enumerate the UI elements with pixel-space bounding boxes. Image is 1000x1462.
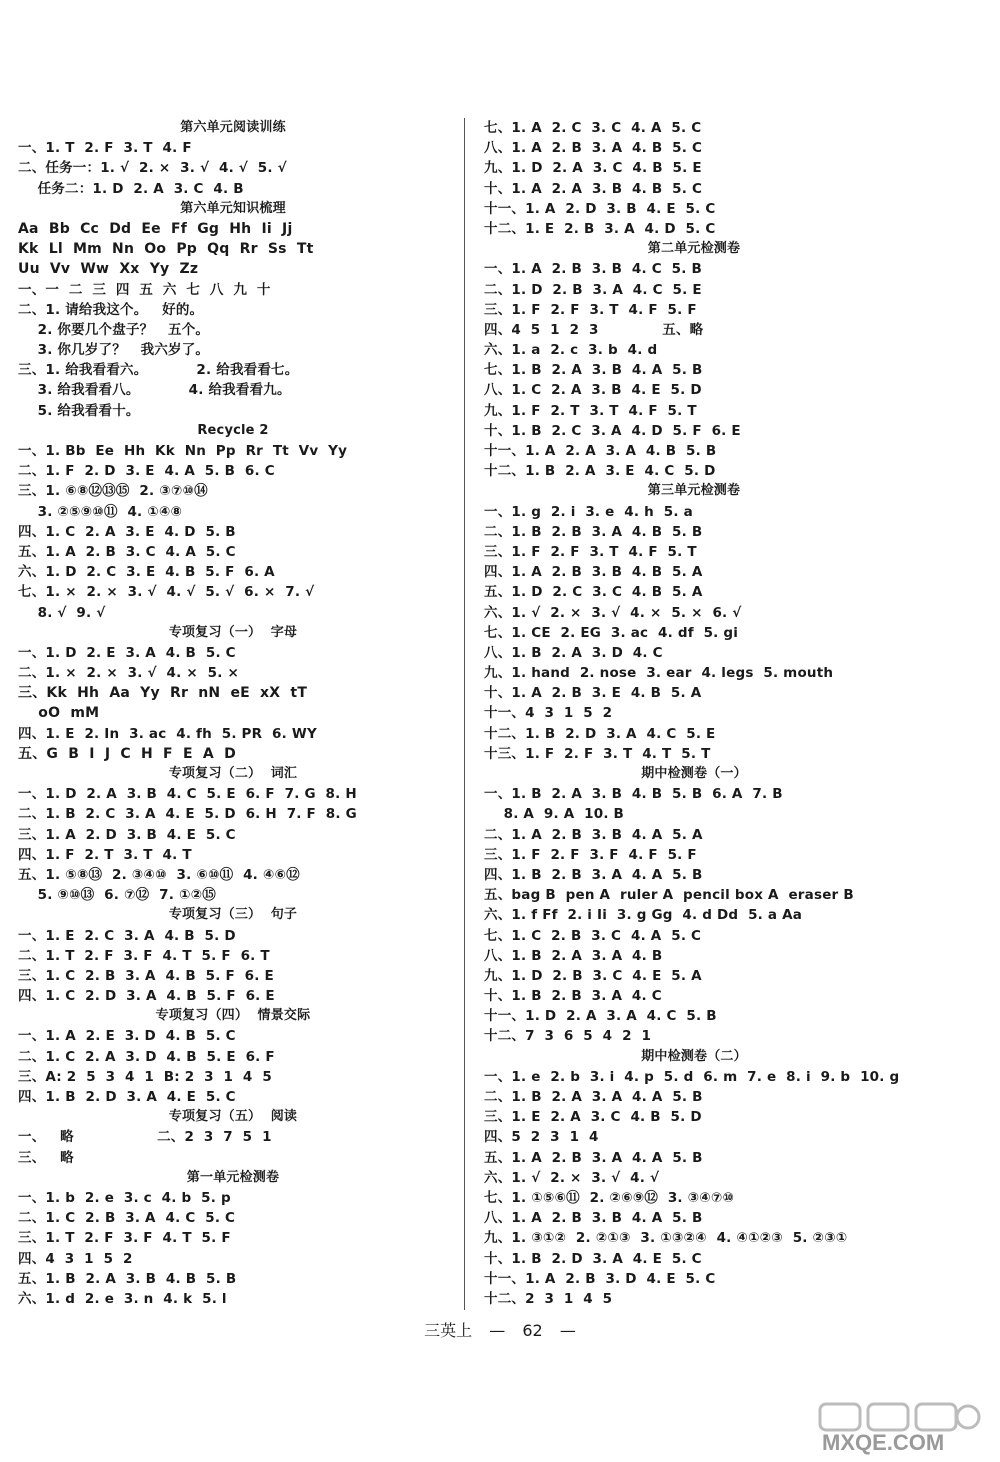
answer-line: 3. 你几岁了？ 我六岁了。 xyxy=(18,342,210,359)
answer-line: 八、1. B 2. A 3. A 4. B xyxy=(484,947,663,964)
section-heading: 专项复习（四） 情景交际 xyxy=(155,1008,311,1024)
answer-line: 九、1. ③①② 2. ②①③ 3. ①③②④ 4. ④①②③ 5. ②③① xyxy=(484,1230,848,1247)
answer-line: 四、1. C 2. A 3. E 4. D 5. B xyxy=(18,523,236,540)
answer-line: 四、1. F 2. T 3. T 4. T xyxy=(18,846,192,863)
section-heading: Recycle 2 xyxy=(197,422,269,438)
answer-line: 二、任务一：1. √ 2. × 3. √ 4. √ 5. √ xyxy=(18,160,287,177)
answer-line: 二、1. B 2. A 3. A 4. A 5. B xyxy=(484,1089,703,1105)
column-divider xyxy=(464,118,465,1310)
answer-line: 四、1. B 2. D 3. A 4. E 5. C xyxy=(18,1089,236,1105)
answer-line: 3. ②⑤⑨⑩⑪ 4. ①④⑧ xyxy=(18,503,183,520)
answer-line: 六、1. d 2. e 3. n 4. k 5. l xyxy=(18,1290,227,1307)
answer-line: Aa Bb Cc Dd Ee Ff Gg Hh Ii Jj xyxy=(18,220,293,237)
answer-line: 十二、1. B 2. A 3. E 4. C 5. D xyxy=(484,463,716,480)
section-heading: 期中检测卷（二） xyxy=(641,1048,747,1064)
answer-line: 一、一 二 三 四 五 六 七 八 九 十 xyxy=(18,281,271,298)
answer-line: 二、1. 请给我这个。 好的。 xyxy=(18,301,204,318)
answer-line: 四、4 5 1 2 3 五、略 xyxy=(484,321,704,338)
answer-line: 2. 你要几个盘子？ 五个。 xyxy=(18,321,210,338)
answer-line: 七、1. × 2. × 3. √ 4. √ 5. √ 6. × 7. √ xyxy=(18,584,315,601)
answer-line: 三、1. F 2. F 3. T 4. F 5. T xyxy=(484,543,697,560)
section-heading: 第一单元检测卷 xyxy=(186,1169,280,1185)
footer-book-label: 三英上 xyxy=(424,1321,473,1340)
watermark-text: MXQE.COM xyxy=(822,1430,945,1455)
answer-line: 十、1. B 2. D 3. A 4. E 5. C xyxy=(484,1250,702,1267)
answer-line: 五、1. B 2. A 3. B 4. B 5. B xyxy=(18,1270,237,1287)
answer-line: 三、1. ⑥⑧⑫⑬⑮ 2. ③⑦⑩⑭ xyxy=(18,483,208,500)
section-heading: 第二单元检测卷 xyxy=(647,241,741,257)
answer-line: 一、1. T 2. F 3. T 4. F xyxy=(18,140,192,157)
answer-line: 十二、1. E 2. B 3. A 4. D 5. C xyxy=(484,220,716,237)
answer-line: 三、1. A 2. D 3. B 4. E 5. C xyxy=(18,826,236,843)
answer-line: 一、1. D 2. A 3. B 4. C 5. E 6. F 7. G 8. H xyxy=(18,786,357,803)
answer-line: 二、1. D 2. B 3. A 4. C 5. E xyxy=(484,281,702,298)
footer-dash-right: — xyxy=(559,1321,576,1340)
answer-line: 五、bag B pen A ruler A pencil box A eraser B xyxy=(484,887,854,904)
answer-line: 一、1. D 2. E 3. A 4. B 5. C xyxy=(18,644,236,661)
page-number: 62 xyxy=(522,1321,543,1340)
answer-line: 四、5 2 3 1 4 xyxy=(484,1129,599,1146)
answer-line: 三、1. E 2. A 3. C 4. B 5. D xyxy=(484,1109,702,1126)
answer-line: 三、1. T 2. F 3. F 4. T 5. F xyxy=(18,1230,231,1247)
answer-line: 三、Kk Hh Aa Yy Rr nN eE xX tT xyxy=(18,685,308,702)
answer-line: 五、1. D 2. C 3. C 4. B 5. A xyxy=(484,584,703,601)
answer-line: Kk Ll Mm Nn Oo Pp Qq Rr Ss Tt xyxy=(18,241,314,258)
section-heading: 第三单元检测卷 xyxy=(647,483,741,499)
answer-line: 九、1. D 2. A 3. C 4. B 5. E xyxy=(484,160,702,177)
answer-line: 十一、1. D 2. A 3. A 4. C 5. B xyxy=(484,1008,717,1025)
answer-line: 一、1. A 2. E 3. D 4. B 5. C xyxy=(18,1028,236,1045)
answer-line: 七、1. B 2. A 3. B 4. A 5. B xyxy=(484,362,703,379)
answer-line: 十二、1. B 2. D 3. A 4. C 5. E xyxy=(484,725,716,742)
answer-line: 二、1. B 2. B 3. A 4. B 5. B xyxy=(484,523,703,540)
section-heading: 期中检测卷（一） xyxy=(641,766,747,781)
answer-line: 一、1. Bb Ee Hh Kk Nn Pp Rr Tt Vv Yy xyxy=(18,443,348,459)
answer-line: 五、1. A 2. B 3. A 4. A 5. B xyxy=(484,1149,703,1166)
answer-line: 四、1. B 2. B 3. A 4. A 5. B xyxy=(484,866,703,883)
section-heading: 第六单元阅读训练 xyxy=(180,120,286,135)
answer-line: 七、1. A 2. C 3. C 4. A 5. C xyxy=(484,120,702,136)
section-heading: 第六单元知识梳理 xyxy=(180,200,286,216)
answer-line: 七、1. C 2. B 3. C 4. A 5. C xyxy=(484,927,702,944)
answer-line: 八、1. A 2. B 3. B 4. A 5. B xyxy=(484,1210,703,1227)
answer-line: 三、1. 给我看看六。 2. 给我看看七。 xyxy=(18,362,299,379)
answer-line: 3. 给我看看八。 4. 给我看看九。 xyxy=(18,382,291,399)
answer-line: 六、1. f Ff 2. i Ii 3. g Gg 4. d Dd 5. a Aa xyxy=(484,907,803,924)
answer-line: 六、1. √ 2. × 3. √ 4. √ xyxy=(484,1169,660,1186)
answer-line: 任务二：1. D 2. A 3. C 4. B xyxy=(18,180,244,197)
footer-dash-left: — xyxy=(489,1321,506,1340)
answer-line: 五、G B I J C H F E A D xyxy=(18,745,236,762)
answer-line: 十一、1. A 2. A 3. A 4. B 5. B xyxy=(484,443,717,459)
answer-line: 四、4 3 1 5 2 xyxy=(18,1250,133,1267)
answer-line: 8. A 9. A 10. B xyxy=(484,806,625,823)
answer-line: 五、1. A 2. B 3. C 4. A 5. C xyxy=(18,543,236,560)
answer-line: 一、1. e 2. b 3. i 4. p 5. d 6. m 7. e 8. i 9. b 10. g xyxy=(484,1068,900,1085)
answer-line: 八、1. C 2. A 3. B 4. E 5. D xyxy=(484,382,702,399)
answer-line: 六、1. √ 2. × 3. √ 4. × 5. × 6. √ xyxy=(484,604,742,621)
answer-line: 二、1. T 2. F 3. F 4. T 5. F 6. T xyxy=(18,947,270,964)
answer-line: 六、1. D 2. C 3. E 4. B 5. F 6. A xyxy=(18,564,275,581)
answer-line: 十、1. B 2. B 3. A 4. C xyxy=(484,988,662,1005)
answer-line: 十一、1. A 2. D 3. B 4. E 5. C xyxy=(484,200,716,217)
answer-line: 三、1. C 2. B 3. A 4. B 5. F 6. E xyxy=(18,967,274,984)
left-column xyxy=(18,118,448,1309)
answer-line: 二、1. C 2. B 3. A 4. C 5. C xyxy=(18,1210,236,1227)
answer-line: oO mM xyxy=(18,705,100,722)
answer-line: 二、1. F 2. D 3. E 4. A 5. B 6. C xyxy=(18,463,275,480)
answer-line: 八、1. A 2. B 3. A 4. B 5. C xyxy=(484,140,703,157)
answer-line: 三、1. F 2. F 3. F 4. F 5. F xyxy=(484,846,697,863)
section-heading: 专项复习（一） 字母 xyxy=(168,624,298,640)
section-heading: 专项复习（三） 句子 xyxy=(168,907,298,923)
answer-line: 二、1. × 2. × 3. √ 4. × 5. × xyxy=(18,665,239,682)
answer-line: 十二、2 3 1 4 5 xyxy=(484,1290,613,1307)
answer-line: 一、1. g 2. i 3. e 4. h 5. a xyxy=(484,503,693,520)
answer-line: 七、1. ①⑤⑥⑪ 2. ②⑥⑨⑫ 3. ③④⑦⑩ xyxy=(484,1189,735,1206)
answer-line: 八、1. B 2. A 3. D 4. C xyxy=(484,644,663,661)
answer-line: 二、1. C 2. A 3. D 4. B 5. E 6. F xyxy=(18,1048,275,1065)
answer-line: 二、1. A 2. B 3. B 4. A 5. A xyxy=(484,826,703,843)
answer-line: 一、1. E 2. C 3. A 4. B 5. D xyxy=(18,927,236,944)
answer-line: 四、1. C 2. D 3. A 4. B 5. F 6. E xyxy=(18,988,275,1005)
answer-line: 十一、1. A 2. B 3. D 4. E 5. C xyxy=(484,1270,716,1287)
answer-line: 九、1. D 2. B 3. C 4. E 5. A xyxy=(484,967,702,984)
answer-line: 十、1. A 2. A 3. B 4. B 5. C xyxy=(484,180,703,197)
answer-line: 5. 给我看看十。 xyxy=(18,402,140,419)
page-footer xyxy=(0,1318,1000,1341)
answer-line: 九、1. F 2. T 3. T 4. F 5. T xyxy=(484,402,697,419)
answer-line: 一、 略 二、2 3 7 5 1 xyxy=(18,1129,272,1146)
right-column xyxy=(484,118,904,1309)
answer-line: Uu Vv Ww Xx Yy Zz xyxy=(18,261,199,278)
answer-line: 十、1. B 2. C 3. A 4. D 5. F 6. E xyxy=(484,422,741,439)
answer-line: 三、 略 xyxy=(18,1149,74,1166)
answer-line: 六、1. a 2. c 3. b 4. d xyxy=(484,342,658,359)
answer-line: 一、1. b 2. e 3. c 4. b 5. p xyxy=(18,1189,231,1206)
answer-line: 一、1. A 2. B 3. B 4. C 5. B xyxy=(484,261,702,278)
answer-line: 七、1. CE 2. EG 3. ac 4. df 5. gi xyxy=(484,624,739,641)
answer-line: 十二、7 3 6 5 4 2 1 xyxy=(484,1028,652,1045)
answer-line: 四、1. E 2. In 3. ac 4. fh 5. PR 6. WY xyxy=(18,725,317,742)
section-heading: 专项复习（二） 词汇 xyxy=(168,766,298,781)
answer-line: 五、1. ⑤⑧⑬ 2. ③④⑩ 3. ⑥⑩⑪ 4. ④⑥⑫ xyxy=(18,866,300,883)
answer-line: 十一、4 3 1 5 2 xyxy=(484,705,613,722)
answer-line: 5. ⑨⑩⑬ 6. ⑦⑫ 7. ①②⑮ xyxy=(18,887,216,904)
answer-line: 十、1. A 2. B 3. E 4. B 5. A xyxy=(484,685,702,702)
answer-line: 8. √ 9. √ xyxy=(18,604,106,621)
answer-line: 三、A: 2 5 3 4 1 B: 2 3 1 4 5 xyxy=(18,1068,272,1085)
answer-line: 十三、1. F 2. F 3. T 4. T 5. T xyxy=(484,745,711,762)
section-heading: 专项复习（五） 阅读 xyxy=(168,1109,298,1125)
answer-line: 四、1. A 2. B 3. B 4. B 5. A xyxy=(484,564,703,581)
answer-line: 九、1. hand 2. nose 3. ear 4. legs 5. mouth xyxy=(484,665,834,682)
answer-line: 一、1. B 2. A 3. B 4. B 5. B 6. A 7. B xyxy=(484,786,783,803)
answer-line: 二、1. B 2. C 3. A 4. E 5. D 6. H 7. F 8. G xyxy=(18,806,357,823)
answer-line: 三、1. F 2. F 3. T 4. F 5. F xyxy=(484,301,697,318)
